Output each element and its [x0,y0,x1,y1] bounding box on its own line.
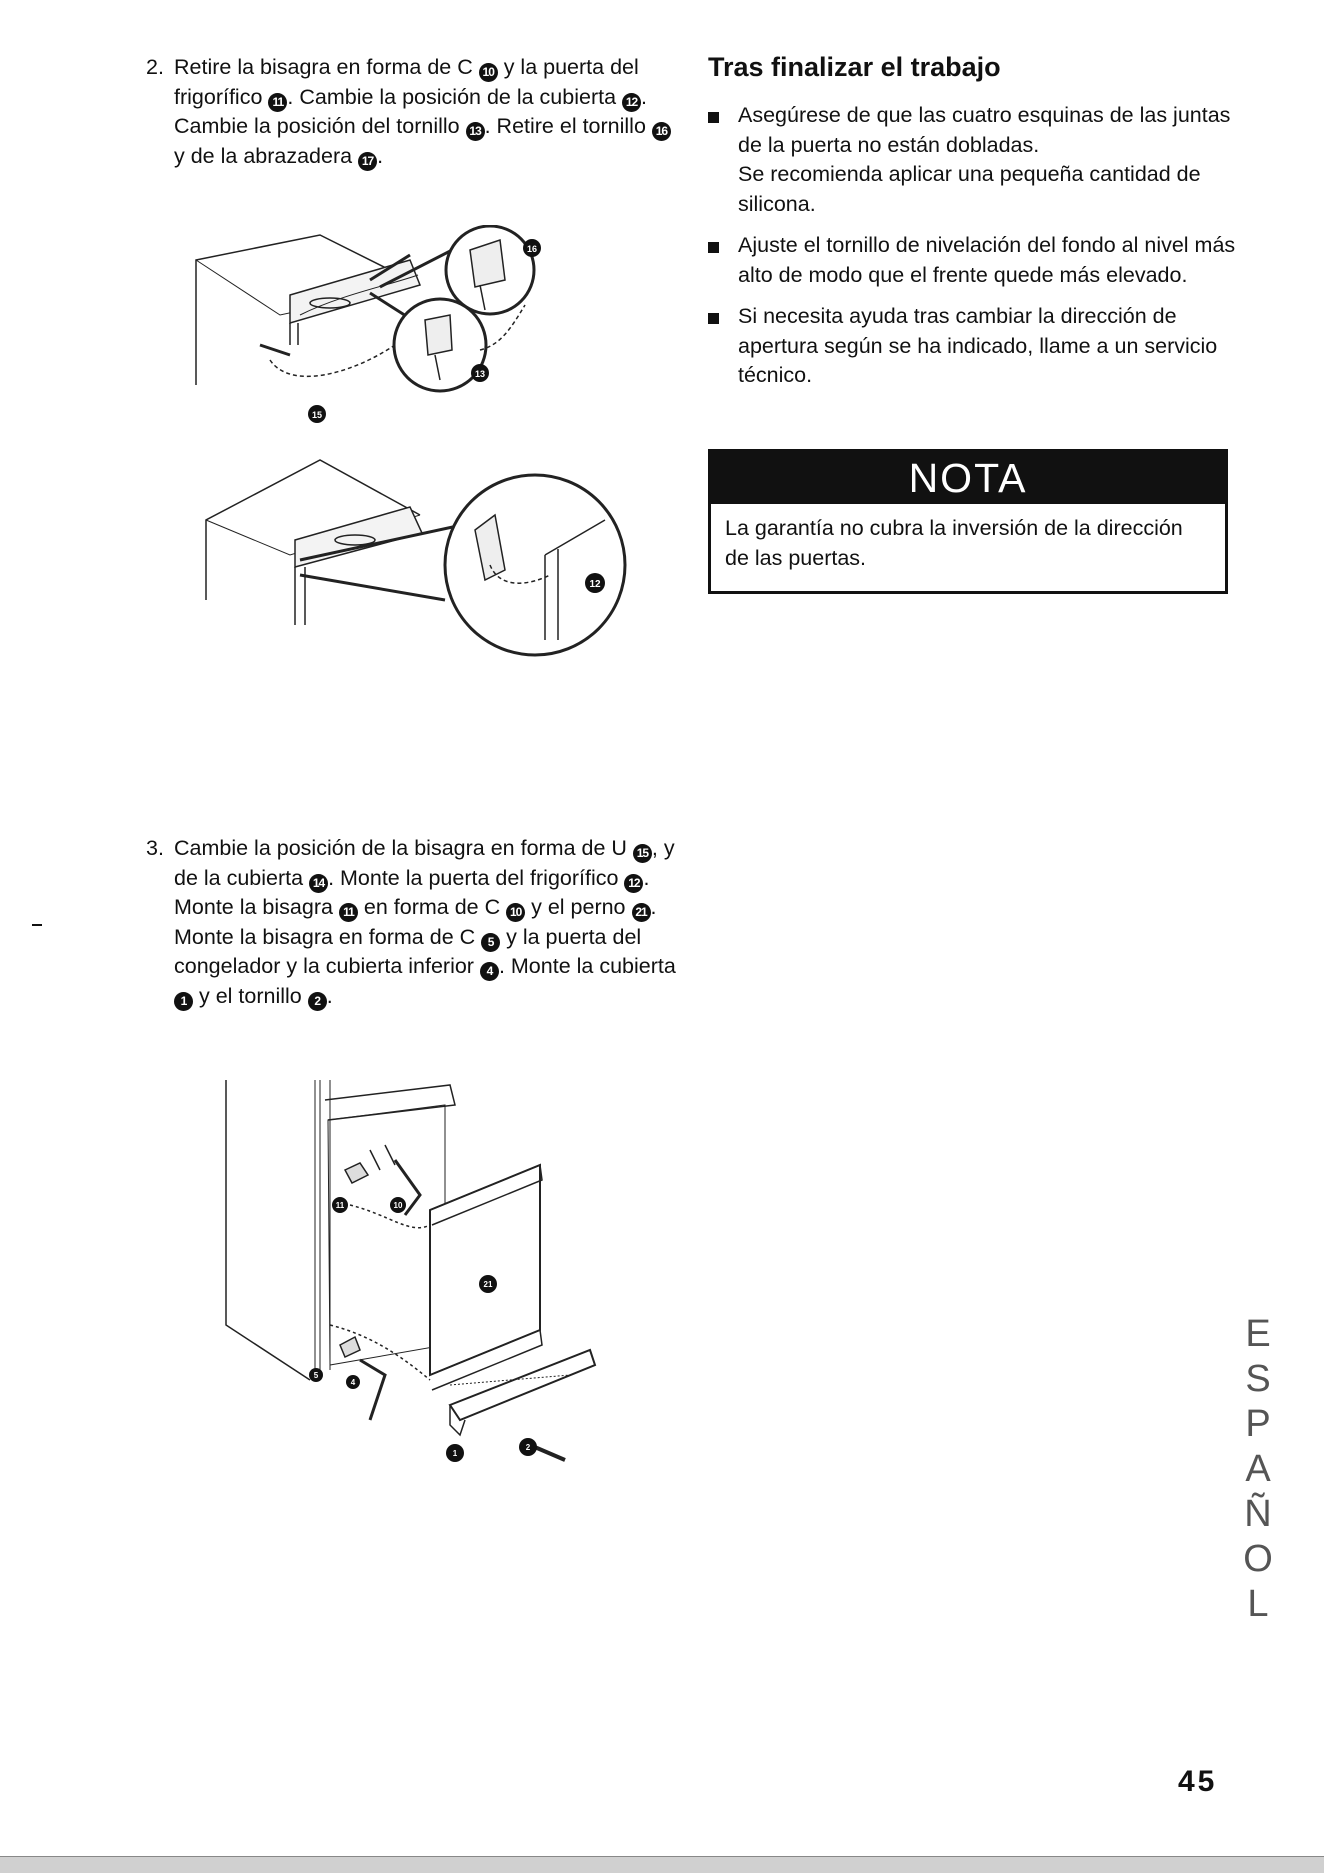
figure-remove-hinge [180,225,580,445]
figure-callout: 11 [335,1201,345,1210]
step-text-part: . Monte la bisagra [174,865,650,919]
reference-number-icon: 13 [466,122,485,141]
language-tab-letter: A [1245,1448,1271,1490]
figure-callout: 2 [525,1443,531,1452]
step-2-number: 2. [146,55,164,79]
step-text-part: . Cambie la posición de la cubierta [287,84,623,109]
reference-number-icon: 10 [479,63,498,82]
reference-number-icon: 4 [480,962,499,981]
figure-callout: 1 [452,1449,458,1458]
figure-callout: 15 [311,410,323,420]
bullet-square-icon [708,242,719,253]
step-text-part: . Monte la bisagra en forma de C [174,895,657,949]
figure-callout: 16 [526,244,538,254]
scan-edge [0,1856,1324,1873]
bullet-text: Si necesita ayuda tras cambiar la dirección de apertura según se ha indicado, llame a un servicio técnico. [738,304,1218,387]
step-text-part: y la puerta del congelador y la cubierta inferior [174,924,642,978]
bullet-item [708,302,1238,391]
figure-callout: 12 [589,579,601,590]
reference-number-icon: 2 [308,992,327,1011]
step-text-part: y el tornillo [193,983,308,1008]
after-work-list [708,101,1238,403]
step-text-part: . [326,983,333,1008]
figure-callout: 10 [393,1201,403,1210]
step-3-text [174,834,679,1011]
bullet-text: Asegúrese de que las cuatro esquinas de las juntas de la puerta no están dobladas. [738,103,1231,157]
nota-text: La garantía no cubra la inversión de la dirección de las puertas. [725,516,1183,570]
bullet-text: Ajuste el tornillo de nivelación del fondo al nivel más alto de modo que el frente quede más elevado. [738,233,1236,287]
bullet-item [708,101,1238,219]
language-tab [1238,1312,1278,1627]
step-text-part: . Retire el tornillo [484,114,652,138]
step-text-part: . [377,143,384,168]
reference-number-icon: 12 [624,874,643,893]
step-text-part: Cambie la posición de la bisagra en forma de U [174,836,633,860]
nota-title: NOTA [711,452,1225,504]
step-text-part: . Monte la cubierta [498,954,676,978]
language-tab-letter: L [1247,1583,1269,1625]
step-3-number: 3. [146,836,164,860]
bullet-square-icon [708,112,719,123]
nota-box [708,449,1228,594]
bullet-item [708,231,1238,290]
section-title: Tras finalizar el trabajo [708,52,1001,82]
reference-number-icon: 21 [632,903,651,922]
step-2 [146,53,676,178]
step-text-part: y de la abrazadera [174,143,359,168]
figure-callout: 5 [313,1371,319,1380]
margin-mark [32,924,42,926]
step-text-part: , y de la cubierta [174,836,675,890]
figure-callout: 4 [350,1378,356,1387]
reference-number-icon: 14 [309,874,328,893]
language-tab-letter: E [1245,1313,1271,1355]
reference-number-icon: 16 [652,122,671,141]
step-text-part: y la puerta del frigorífico [174,55,639,109]
reference-number-icon: 5 [481,933,500,952]
reference-number-icon: 11 [268,93,287,112]
language-tab-letter: O [1243,1538,1273,1580]
step-text-part: y el perno [525,895,632,919]
reference-number-icon: 17 [358,152,377,171]
step-text-part: Retire la bisagra en forma de C [174,55,479,79]
reference-number-icon: 12 [622,93,641,112]
language-tab-letter: P [1245,1403,1271,1445]
language-tab-letter: S [1245,1358,1271,1400]
step-3 [146,834,676,1044]
figure-cover-position [200,445,650,660]
step-text-part: . Monte la puerta del frigorífico [328,865,625,890]
bullet-text: Se recomienda aplicar una pequeña cantidad de silicona. [738,162,1201,216]
reference-number-icon: 10 [506,903,525,922]
figure-callout: 13 [474,369,486,379]
step-text-part: en forma de C [357,895,507,919]
step-2-text [174,53,674,171]
reference-number-icon: 11 [339,903,358,922]
language-tab-letter: Ñ [1244,1493,1272,1535]
figure-mount-freezer-door [220,1075,610,1475]
step-text-part: . Cambie la posición del tornillo [174,84,648,138]
figure-callout: 21 [483,1280,493,1289]
reference-number-icon: 1 [174,992,193,1011]
reference-number-icon: 15 [633,844,652,863]
bullet-square-icon [708,313,719,324]
page-number: 45 [1178,1765,1218,1798]
